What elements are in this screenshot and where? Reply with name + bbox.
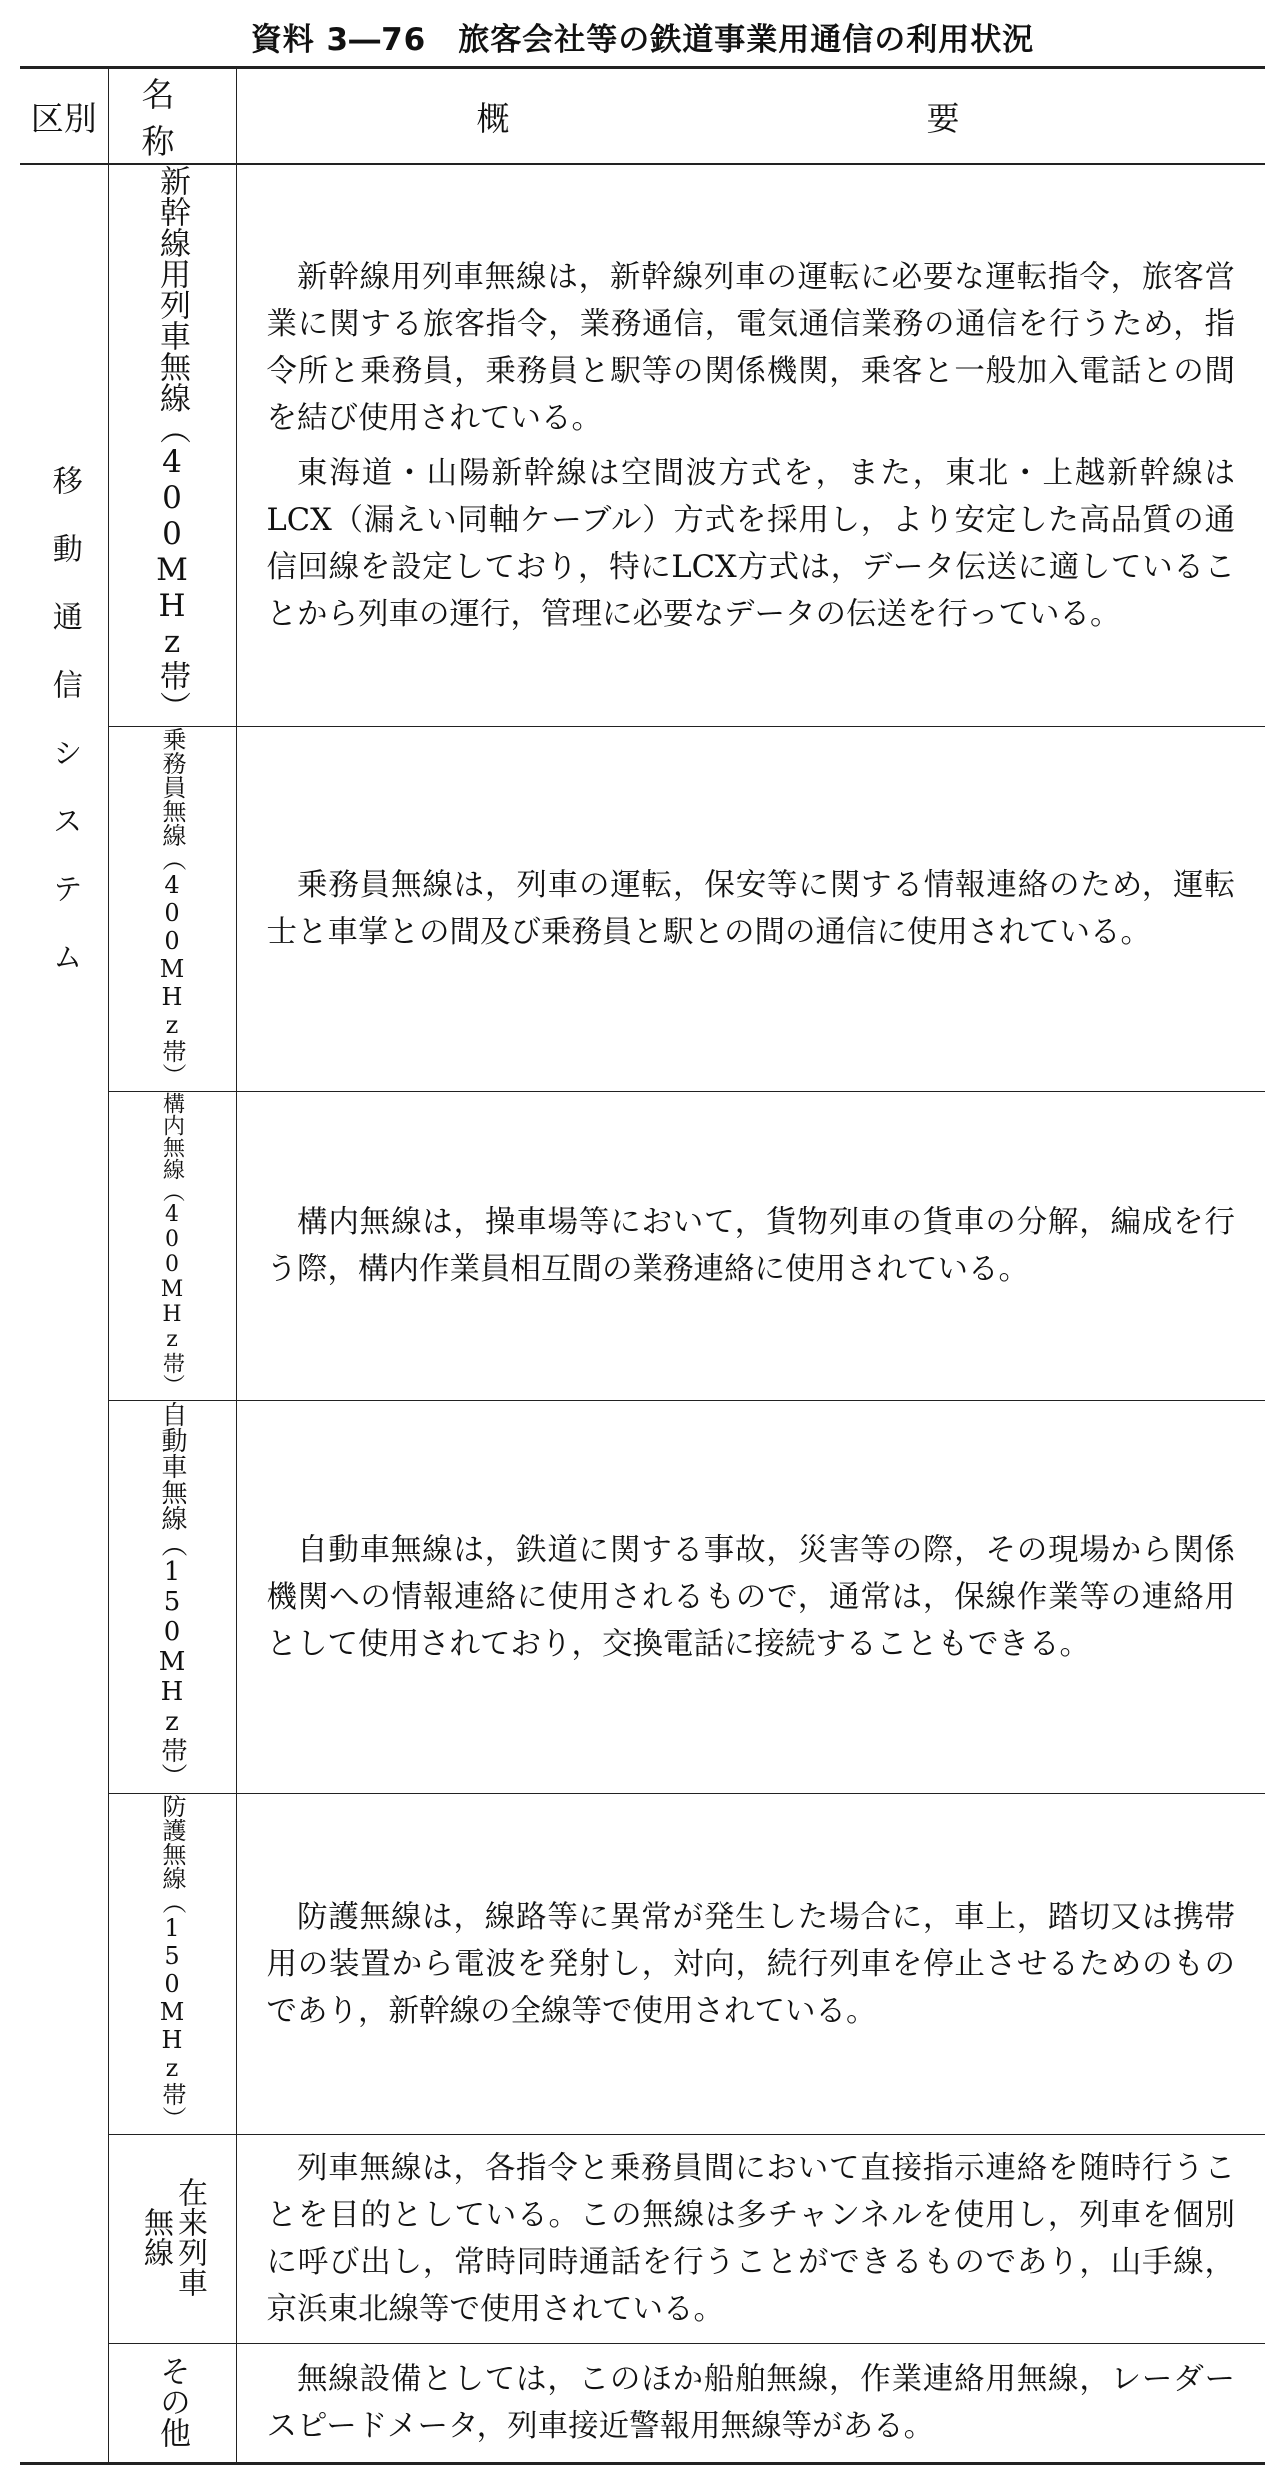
row-paragraph: 乗務員無線は，列車の運転，保安等に関する情報連絡のため，運転士と車掌との間及び乗務員と駅との間の通信に使用されている。	[266, 868, 1235, 950]
table-row	[20, 2135, 1265, 2344]
row-desc-cell	[236, 2344, 1265, 2464]
table-row	[20, 1401, 1265, 1794]
row-paragraph: 無線設備としては，このほか船舶無線，作業連絡用無線，レーダースピードメータ，列車接近警報用無線等がある。	[266, 2362, 1235, 2444]
row-paragraph: 自動車無線は，鉄道に関する事故，災害等の際，その現場から関係機関への情報連絡に使用されるもので，通常は，保線作業等の連絡用として使用されており，交換電話に接続することもできる。	[266, 1532, 1235, 1662]
row-name: 新幹線用列車無線（400MHz帯）	[154, 165, 190, 722]
category-label: 移動通信システム	[46, 465, 82, 1009]
row-paragraph: 列車無線は，各指令と乗務員間において直接指示連絡を随時行うことを目的としている。この無線は多チャンネルを使用し，列車を個別に呼び出し，常時同時通話を行うことができるものであり，山手線，京浜東北線等で使用されている。	[266, 2151, 1235, 2327]
header-overview-left: 概	[476, 99, 510, 138]
header-overview-right: 要	[926, 99, 960, 138]
category-cell	[20, 164, 108, 2464]
row-name: 乗務員無線（400MHz帯）	[158, 727, 186, 1087]
row-name-cell	[108, 164, 236, 727]
row-name: 自動車無線（150MHz帯）	[157, 1401, 187, 1789]
table-row	[20, 1794, 1265, 2135]
row-name: その他	[154, 2354, 190, 2448]
table-row	[20, 164, 1265, 727]
table-row	[20, 1092, 1265, 1401]
row-desc-cell	[236, 2135, 1265, 2344]
row-desc-cell	[236, 1092, 1265, 1401]
row-name-cell	[108, 1401, 236, 1794]
row-name-cell	[108, 1794, 236, 2135]
row-name-cell	[108, 2344, 236, 2464]
row-paragraph: 東海道・山陽新幹線は空間波方式を，また，東北・上越新幹線はLCX（漏えい同軸ケーブル）方式を採用し，より安定した高品質の通信回線を設定しており，特にLCX方式は，データ伝送に適していることから列車の運行，管理に必要なデータの伝送を行っている。	[266, 455, 1235, 632]
row-paragraph: 新幹線用列車無線は，新幹線列車の運転に必要な運転指令，旅客営業に関する旅客指令，業務通信，電気通信業務の通信を行うため，指令所と乗務員，乗務員と駅等の関係機関，乗客と一般加入電話との間を結び使用されている。	[266, 259, 1235, 436]
row-name-cell	[108, 2135, 236, 2344]
row-name-cell	[108, 727, 236, 1092]
page-title: 資料 3―76 旅客会社等の鉄道事業用通信の利用状況	[250, 22, 1035, 58]
row-desc-cell	[236, 1794, 1265, 2135]
table-row	[20, 727, 1265, 1092]
row-paragraph: 防護無線は，線路等に異常が発生した場合に，車上，踏切又は携帯用の装置から電波を発射し，対向，続行列車を停止させるためのものであり，新幹線の全線等で使用されている。	[266, 1899, 1235, 2029]
row-name: 防護無線（150MHz帯）	[158, 1794, 186, 2130]
header-name: 名 称	[108, 68, 236, 165]
row-desc-cell	[236, 727, 1265, 1092]
header-overview	[236, 68, 1265, 165]
row-name: 在来列車無線	[138, 2177, 207, 2297]
header-row	[20, 68, 1265, 165]
table-row	[20, 2344, 1265, 2464]
header-kubun: 区別	[20, 68, 108, 165]
row-name-cell	[108, 1092, 236, 1401]
row-name: 構内無線（400MHz帯）	[159, 1092, 185, 1396]
row-paragraph: 構内無線は，操車場等において，貨物列車の貨車の分解，編成を行う際，構内作業員相互間の業務連絡に使用されている。	[266, 1205, 1235, 1287]
usage-table	[20, 66, 1265, 2465]
row-desc-cell	[236, 1401, 1265, 1794]
row-desc-cell	[236, 164, 1265, 727]
